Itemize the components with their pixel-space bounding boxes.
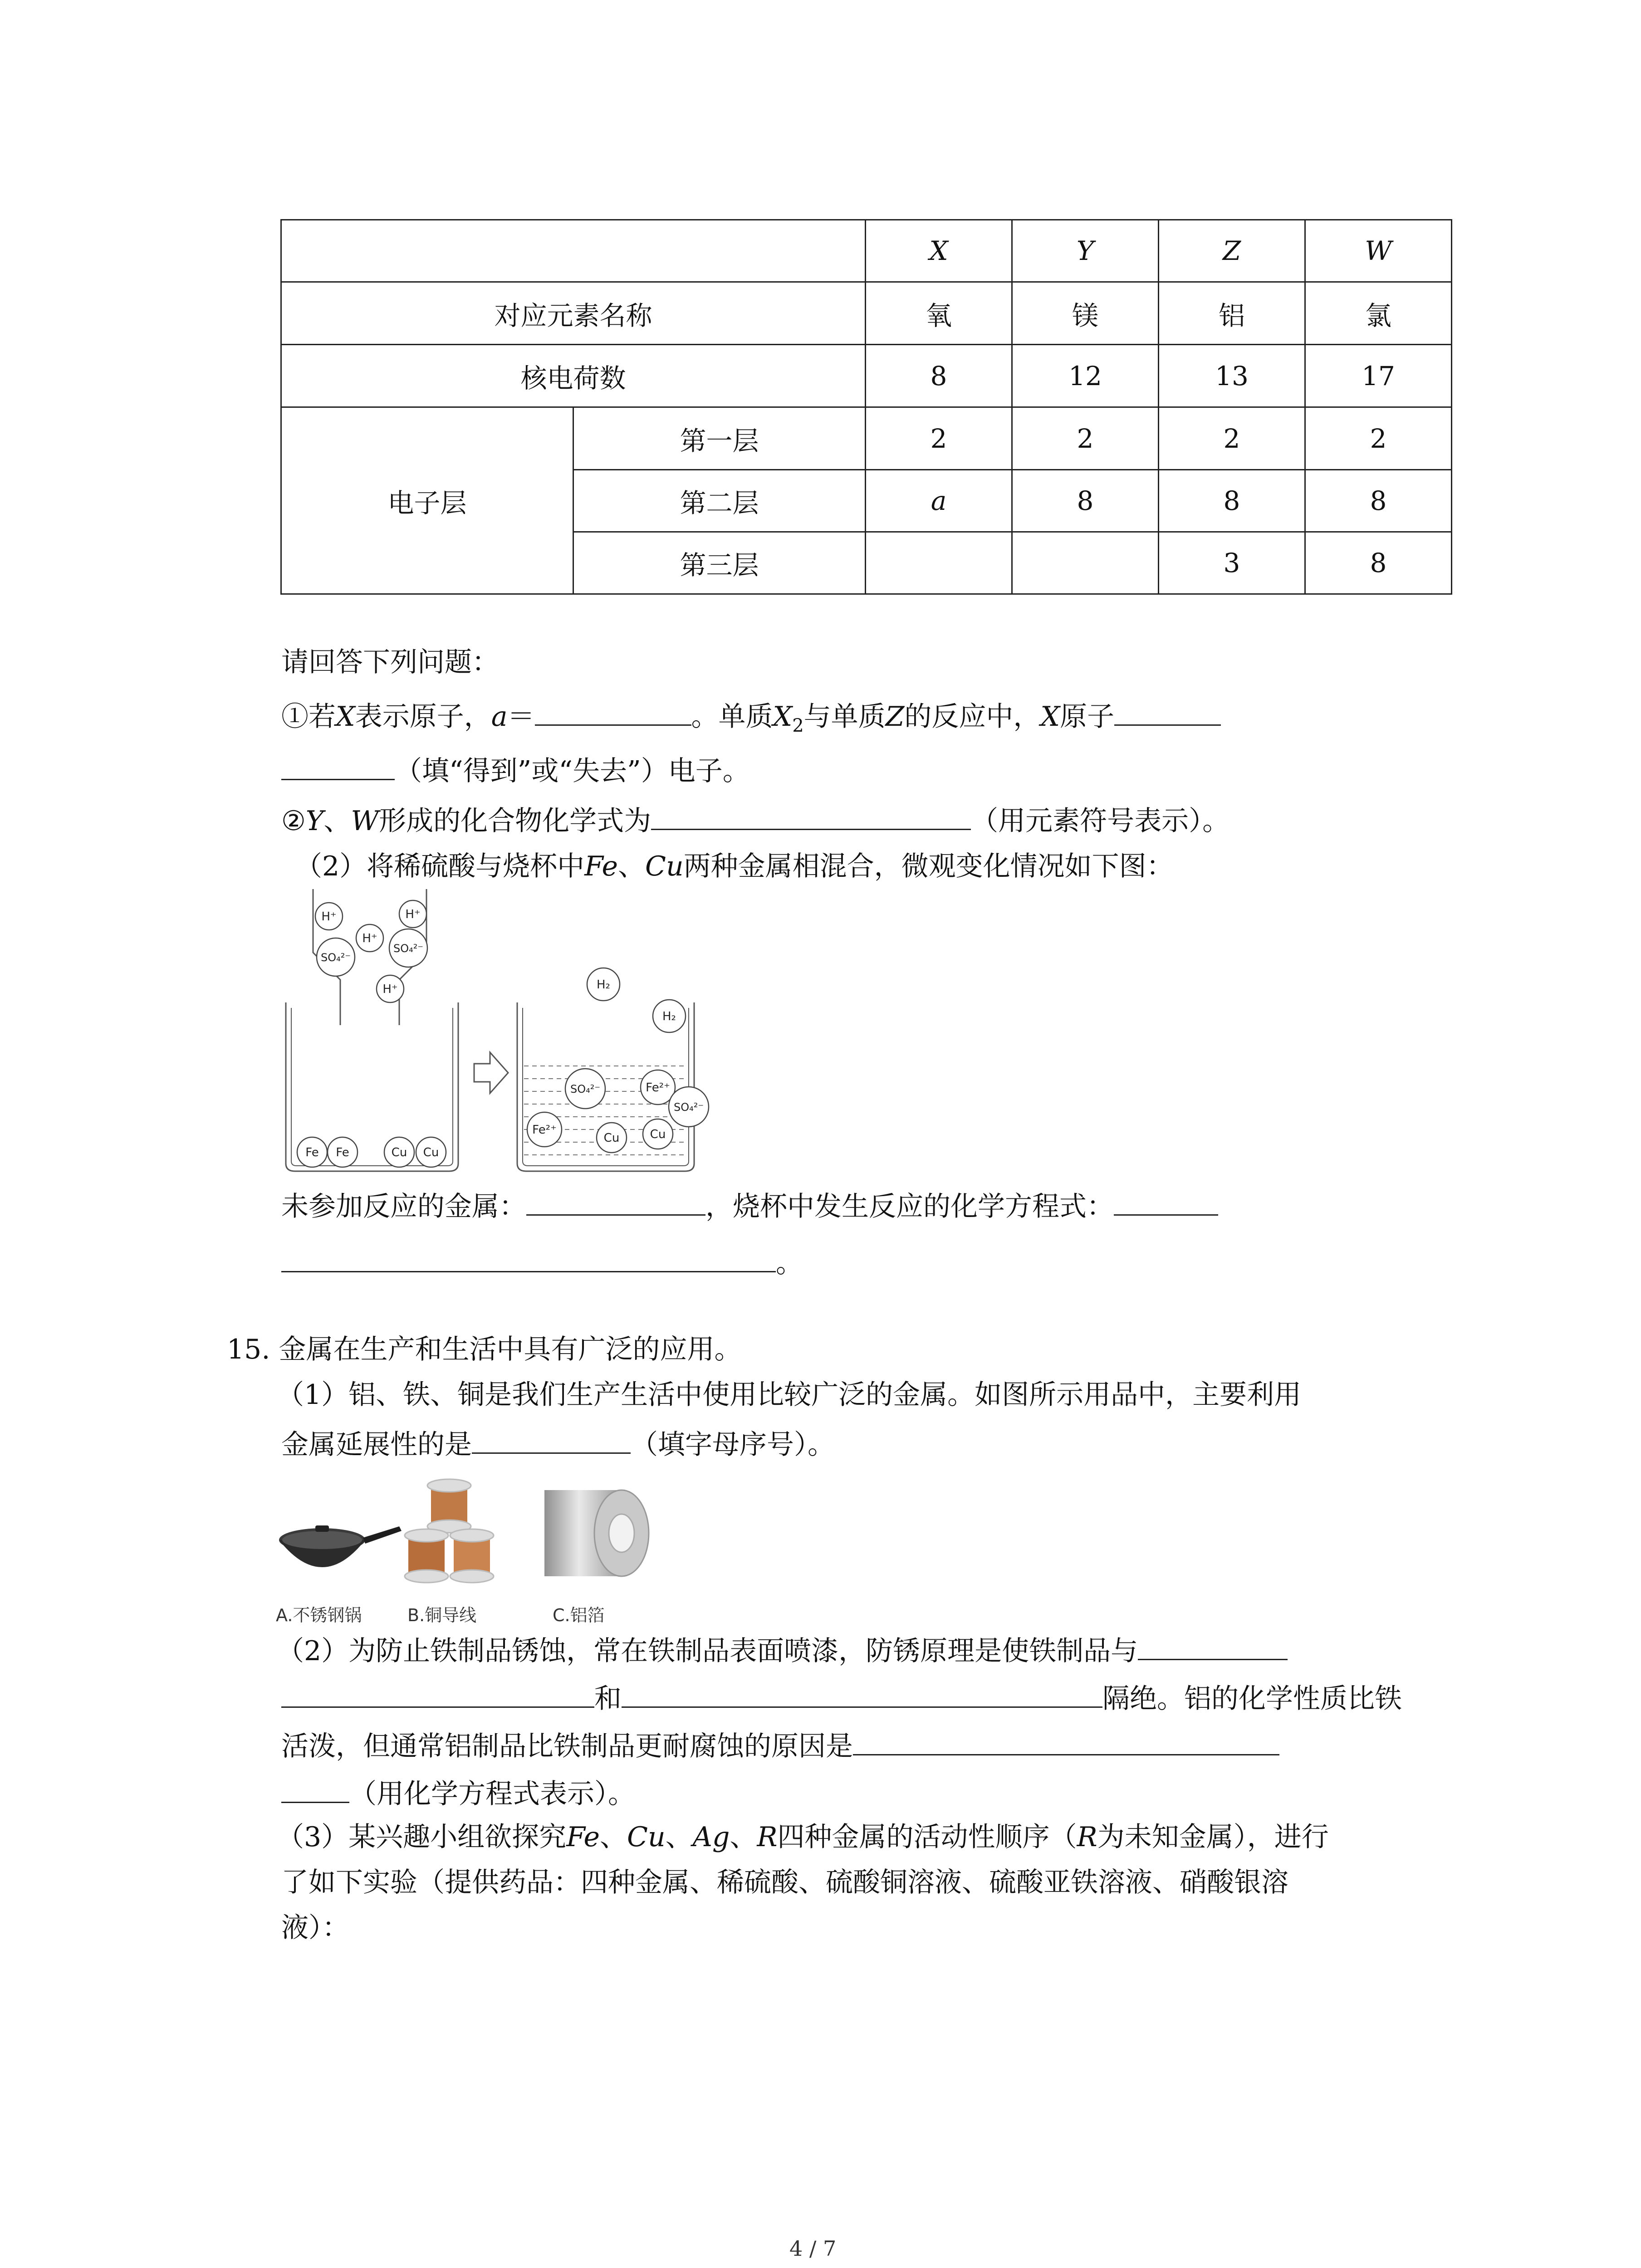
- copper-wire-image: [405, 1479, 494, 1583]
- caption-b: B.铜导线: [407, 1605, 477, 1625]
- svg-text:SO₄²⁻: SO₄²⁻: [673, 1101, 704, 1114]
- answer-blank-isolate-2[interactable]: [281, 1678, 594, 1708]
- ion-h-plus: [315, 903, 343, 930]
- question-prompt: 请回答下列问题：: [281, 646, 499, 678]
- svg-text:Cu: Cu: [391, 1146, 407, 1159]
- element-name-x: 氧: [866, 282, 1012, 345]
- header-y: Y: [1012, 220, 1159, 282]
- header-w: W: [1305, 220, 1452, 282]
- caption-c: C.铝箔: [553, 1605, 605, 1625]
- answer-blank-a[interactable]: [535, 696, 691, 726]
- answer-blank-al-equation[interactable]: [853, 1726, 1279, 1755]
- table-row: [281, 407, 1452, 470]
- answer-blank-equation-cont[interactable]: [281, 1243, 776, 1272]
- shell3-label: 第三层: [573, 532, 866, 594]
- row-label-charge: 核电荷数: [281, 345, 866, 407]
- q14-part4-line: 未参加反应的金属： ，烧杯中发生反应的化学方程式：: [281, 1186, 1218, 1225]
- header-z: Z: [1159, 220, 1305, 282]
- table-row: [281, 282, 1452, 345]
- answer-blank-isolate-1[interactable]: [1138, 1631, 1288, 1660]
- charge-x: 8: [866, 345, 1012, 407]
- element-name-z: 铝: [1159, 282, 1305, 345]
- svg-text:H⁺: H⁺: [321, 910, 337, 924]
- svg-text:H⁺: H⁺: [362, 932, 377, 945]
- svg-text:H⁺: H⁺: [405, 908, 421, 921]
- answer-blank-formula[interactable]: [651, 801, 971, 830]
- q14-part1-line: ①若X表示原子，a＝ 。单质$X_2$与单质Z的反应中，X原子: [281, 696, 1221, 744]
- answer-blank-isolate-3[interactable]: [622, 1678, 1102, 1708]
- svg-text:Cu: Cu: [650, 1128, 666, 1141]
- answer-blank-equation[interactable]: [1114, 1186, 1218, 1216]
- shell3-z: 3: [1159, 532, 1305, 594]
- shell2-w: 8: [1305, 470, 1452, 532]
- shell3-x: [866, 532, 1012, 594]
- metal-cu: [597, 1123, 627, 1153]
- metal-fe: [297, 1137, 327, 1167]
- metal-cu: [643, 1119, 673, 1149]
- ion-h-plus: [377, 975, 404, 1002]
- q14-part2-line: ②Y、W形成的化合物化学式为 （用元素符号表示）。: [281, 801, 1230, 839]
- molecule-h2: [653, 1000, 686, 1032]
- q15-sub2-cont2: 活泼，但通常铝制品比铁制品更耐腐蚀的原因是: [281, 1726, 1279, 1765]
- caption-a: A.不锈钢锅: [276, 1605, 362, 1625]
- answer-blank-electron[interactable]: [1114, 696, 1221, 726]
- arrow-icon: [474, 1052, 508, 1093]
- shell2-y: 8: [1012, 470, 1159, 532]
- q15-sub1-line: （1）铝、铁、铜是我们生产生活中使用比较广泛的金属。如图所示用品中，主要利用: [277, 1379, 1302, 1411]
- ion-h-plus: [399, 900, 426, 928]
- shell2-x: a: [866, 470, 1012, 532]
- shell1-w: 2: [1305, 407, 1452, 470]
- shell3-y: [1012, 532, 1159, 594]
- ion-sulfate: [389, 929, 427, 967]
- answer-blank-ductility[interactable]: [472, 1424, 631, 1454]
- metal-cu: [384, 1137, 414, 1167]
- page-number: 4 / 7: [789, 2236, 837, 2261]
- svg-text:H₂: H₂: [597, 978, 610, 992]
- shell1-label: 第一层: [573, 407, 866, 470]
- ion-fe2: [527, 1112, 562, 1147]
- charge-z: 13: [1159, 345, 1305, 407]
- q15-sub2-cont3: （用化学方程式表示）。: [281, 1774, 635, 1812]
- answer-blank-electron-cont[interactable]: [281, 751, 395, 780]
- ion-h-plus: [356, 924, 383, 952]
- wok-image: [279, 1525, 402, 1567]
- q14-sub2-line: （2）将稀硫酸与烧杯中Fe、Cu两种金属相混合，微观变化情况如下图：: [295, 850, 1174, 882]
- q15-sub3-cont: 了如下实验（提供药品：四种金属、稀硫酸、硫酸铜溶液、硫酸亚铁溶液、硝酸银溶: [281, 1867, 1288, 1898]
- q15-sub2-cont: 和 隔绝。铝的化学性质比铁: [281, 1678, 1402, 1717]
- shell3-w: 8: [1305, 532, 1452, 594]
- svg-text:H₂: H₂: [662, 1010, 676, 1023]
- svg-text:SO₄²⁻: SO₄²⁻: [320, 951, 351, 964]
- row-label-element-name: 对应元素名称: [281, 282, 866, 345]
- ion-sulfate: [317, 938, 355, 976]
- header-x: X: [866, 220, 1012, 282]
- ion-sulfate: [565, 1069, 605, 1109]
- element-table: [280, 219, 1452, 595]
- product-images: [272, 1472, 671, 1608]
- svg-text:SO₄²⁻: SO₄²⁻: [570, 1083, 601, 1095]
- q15-sub3-line: （3）某兴趣小组欲探究Fe、Cu、Ag、R四种金属的活动性顺序（R为未知金属），进行: [277, 1821, 1329, 1853]
- row-label-shells: 电子层: [281, 407, 573, 594]
- molecule-h2: [587, 968, 620, 1001]
- element-name-w: 氯: [1305, 282, 1452, 345]
- q14-part1-cont: （填“得到”或“失去”）电子。: [281, 751, 750, 789]
- table-header-row: [281, 220, 1452, 282]
- table-corner-cell: [281, 220, 866, 282]
- reaction-diagram: [277, 889, 767, 1179]
- svg-text:Cu: Cu: [423, 1146, 439, 1159]
- answer-blank-al-equation-cont[interactable]: [281, 1774, 349, 1803]
- svg-text:Fe²⁺: Fe²⁺: [532, 1123, 557, 1137]
- answer-blank-unreacted[interactable]: [526, 1186, 705, 1216]
- q15-sub2-line: （2）为防止铁制品锈蚀，常在铁制品表面喷漆，防锈原理是使铁制品与: [277, 1631, 1288, 1669]
- q14-part4-cont: 。: [281, 1243, 803, 1281]
- element-name-y: 镁: [1012, 282, 1159, 345]
- ion-sulfate: [669, 1087, 709, 1127]
- charge-y: 12: [1012, 345, 1159, 407]
- svg-text:Fe: Fe: [305, 1146, 319, 1159]
- aluminum-foil-image: [544, 1490, 649, 1576]
- charge-w: 17: [1305, 345, 1452, 407]
- svg-text:Fe²⁺: Fe²⁺: [646, 1081, 670, 1095]
- shell1-y: 2: [1012, 407, 1159, 470]
- metal-fe: [328, 1137, 358, 1167]
- svg-text:Fe: Fe: [336, 1146, 349, 1159]
- q15-title: 15. 金属在生产和生活中具有广泛的应用。: [227, 1334, 742, 1365]
- shell2-label: 第二层: [573, 470, 866, 532]
- shell1-z: 2: [1159, 407, 1305, 470]
- q15-sub3-cont2: 液）：: [281, 1912, 349, 1944]
- q15-sub1-cont: 金属延展性的是 （填字母序号）。: [281, 1424, 835, 1463]
- svg-text:H⁺: H⁺: [382, 982, 398, 996]
- shell1-x: 2: [866, 407, 1012, 470]
- metal-cu: [416, 1137, 446, 1167]
- svg-text:Cu: Cu: [603, 1131, 620, 1145]
- table-row: [281, 345, 1452, 407]
- shell2-z: 8: [1159, 470, 1305, 532]
- svg-text:SO₄²⁻: SO₄²⁻: [393, 942, 424, 955]
